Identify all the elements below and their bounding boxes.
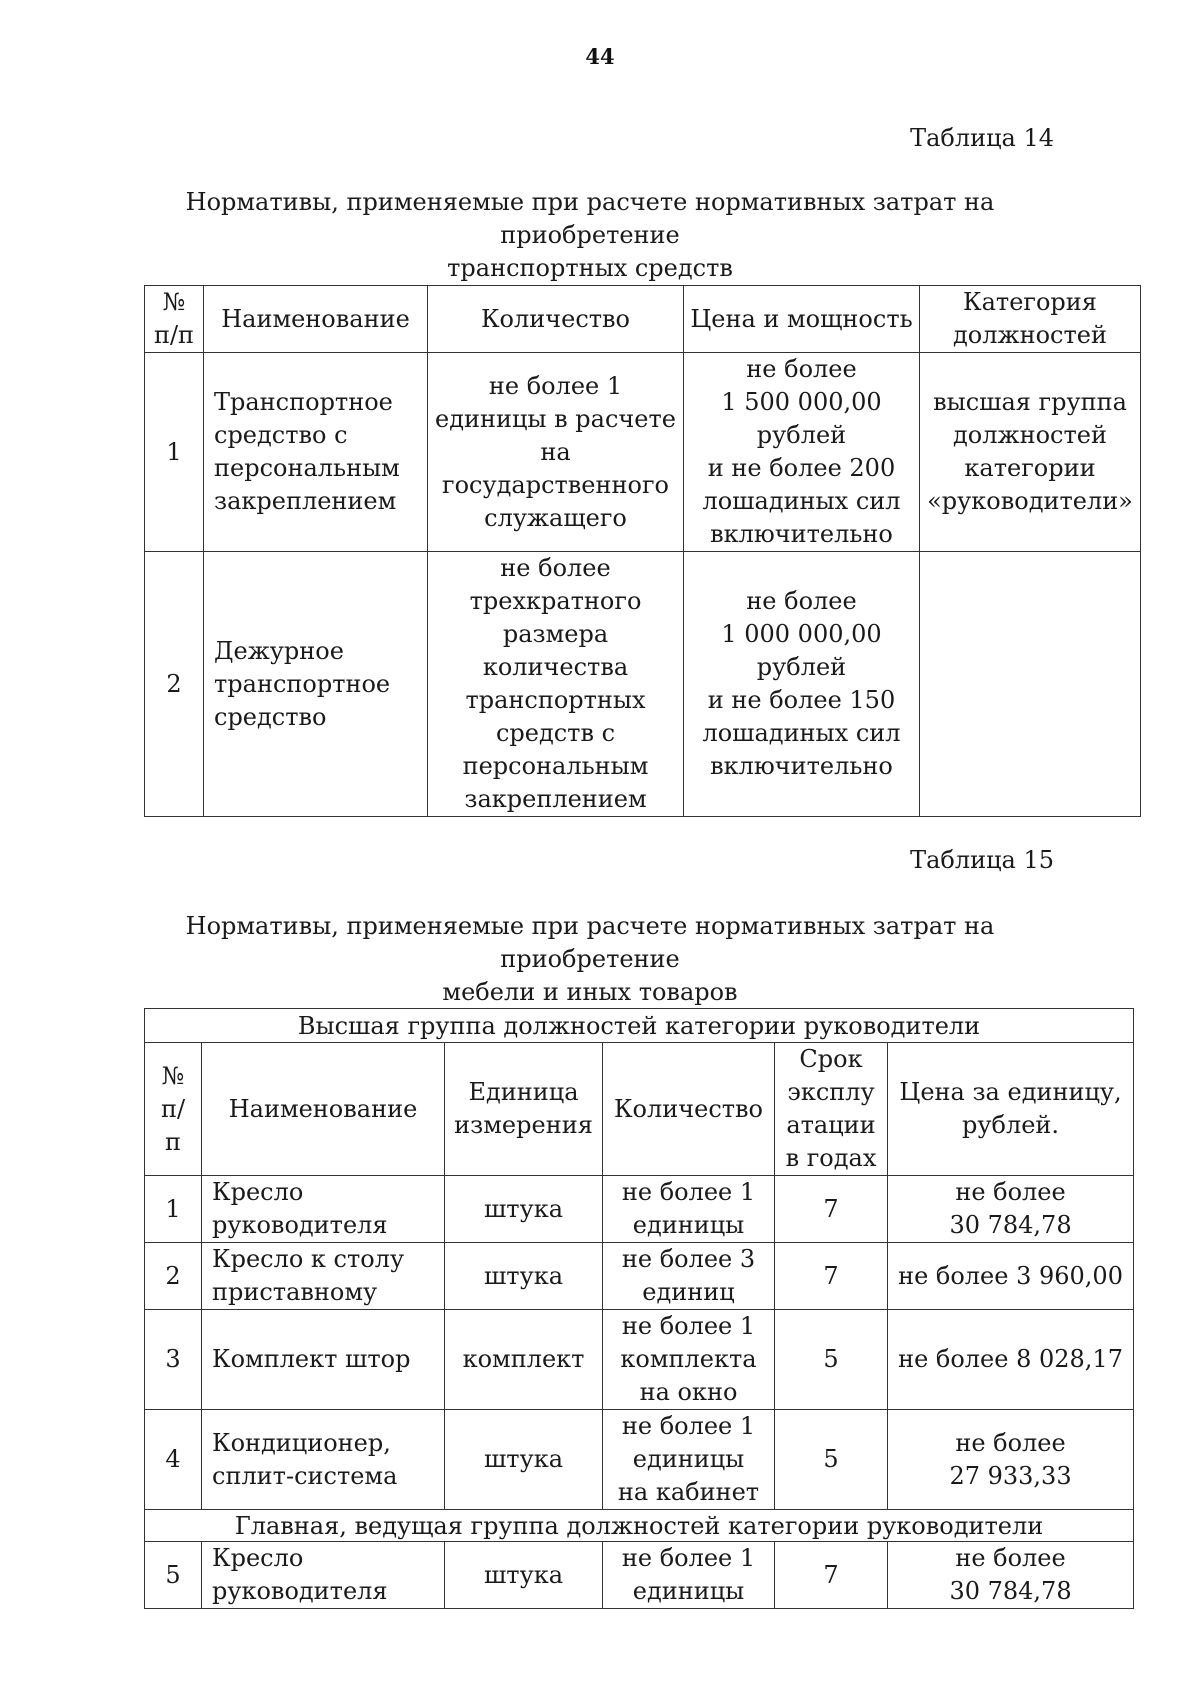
table-15-section-row: [145, 1510, 1134, 1542]
cell-unit-price: не более 30 784,78: [888, 1176, 1134, 1243]
cell-quantity: не более 3 единиц: [603, 1243, 775, 1310]
section-header-highest-group: Высшая группа должностей категории руководители: [145, 1009, 1134, 1043]
table-14-header-row: [145, 286, 1141, 353]
cell-quantity: не более 1 единицы в расчете на государственного служащего: [428, 353, 684, 552]
table-row: [145, 1410, 1134, 1510]
header-number: № п/п: [145, 286, 204, 353]
cell-unit: штука: [445, 1410, 603, 1510]
cell-price-power: не более 1 000 000,00 рублей и не более 150 лошадиных сил включительно: [684, 552, 920, 817]
table-15-label: Таблица 15: [910, 846, 1054, 874]
cell-service-life: 7: [775, 1542, 888, 1609]
cell-quantity: не более 1 единицы: [603, 1542, 775, 1609]
cell-name: Кресло к столу приставному: [202, 1243, 445, 1310]
cell-name: Кресло руководителя: [202, 1176, 445, 1243]
cell-service-life: 5: [775, 1310, 888, 1410]
table-14-title-line-1: Нормативы, применяемые при расчете нормативных затрат на приобретение: [185, 188, 995, 249]
cell-unit: штука: [445, 1542, 603, 1609]
table-14-title-line-2: транспортных средств: [447, 254, 733, 282]
table-15-title-line-1: Нормативы, применяемые при расчете нормативных затрат на приобретение: [185, 912, 995, 973]
header-price-power: Цена и мощность: [684, 286, 920, 353]
table-row: [145, 1176, 1134, 1243]
header-service-life: Срок эксплу атации в годах: [775, 1043, 888, 1176]
header-name: Наименование: [202, 1043, 445, 1176]
header-category: Категория должностей: [920, 286, 1141, 353]
header-unit: Единица измерения: [445, 1043, 603, 1176]
cell-category: высшая группа должностей категории «руководители»: [920, 353, 1141, 552]
cell-number: 1: [145, 1176, 202, 1243]
table-row: [145, 1243, 1134, 1310]
cell-price-power: не более 1 500 000,00 рублей и не более 200 лошадиных сил включительно: [684, 353, 920, 552]
page-number: 44: [585, 44, 615, 69]
section-header-main-leading-group: Главная, ведущая группа должностей категории руководители: [145, 1510, 1134, 1542]
table-15-header-row: [145, 1043, 1134, 1176]
cell-quantity: не более 1 комплекта на окно: [603, 1310, 775, 1410]
cell-number: 5: [145, 1542, 202, 1609]
cell-number: 2: [145, 1243, 202, 1310]
cell-number: 2: [145, 552, 204, 817]
cell-name: Дежурное транспортное средство: [204, 552, 428, 817]
cell-name: Комплект штор: [202, 1310, 445, 1410]
table-row: [145, 353, 1141, 552]
cell-service-life: 7: [775, 1243, 888, 1310]
cell-service-life: 5: [775, 1410, 888, 1510]
cell-name: Кондиционер, сплит-система: [202, 1410, 445, 1510]
cell-category: [920, 552, 1141, 817]
cell-unit-price: не более 27 933,33: [888, 1410, 1134, 1510]
cell-name: Транспортное средство с персональным закреплением: [204, 353, 428, 552]
cell-quantity: не более 1 единицы на кабинет: [603, 1410, 775, 1510]
cell-quantity: не более трехкратного размера количества транспортных средств с персональным закреплением: [428, 552, 684, 817]
table-14-label: Таблица 14: [910, 124, 1054, 152]
table-14-title: [140, 186, 1040, 285]
table-row: [145, 552, 1141, 817]
cell-unit-price: не более 3 960,00: [888, 1243, 1134, 1310]
table-15-title: [140, 910, 1040, 1009]
cell-unit: штука: [445, 1243, 603, 1310]
table-15-section-row: [145, 1009, 1134, 1043]
table-14: [144, 285, 1141, 817]
header-quantity: Количество: [603, 1043, 775, 1176]
cell-name: Кресло руководителя: [202, 1542, 445, 1609]
cell-number: 3: [145, 1310, 202, 1410]
cell-unit: комплект: [445, 1310, 603, 1410]
cell-unit-price: не более 30 784,78: [888, 1542, 1134, 1609]
table-row: [145, 1542, 1134, 1609]
cell-number: 1: [145, 353, 204, 552]
cell-number: 4: [145, 1410, 202, 1510]
cell-unit-price: не более 8 028,17: [888, 1310, 1134, 1410]
header-quantity: Количество: [428, 286, 684, 353]
header-name: Наименование: [204, 286, 428, 353]
header-unit-price: Цена за единицу, рублей.: [888, 1043, 1134, 1176]
table-15-title-line-2: мебели и иных товаров: [442, 978, 738, 1006]
cell-quantity: не более 1 единицы: [603, 1176, 775, 1243]
table-row: [145, 1310, 1134, 1410]
header-number: № п/ п: [145, 1043, 202, 1176]
cell-unit: штука: [445, 1176, 603, 1243]
table-15: [144, 1008, 1134, 1609]
cell-service-life: 7: [775, 1176, 888, 1243]
